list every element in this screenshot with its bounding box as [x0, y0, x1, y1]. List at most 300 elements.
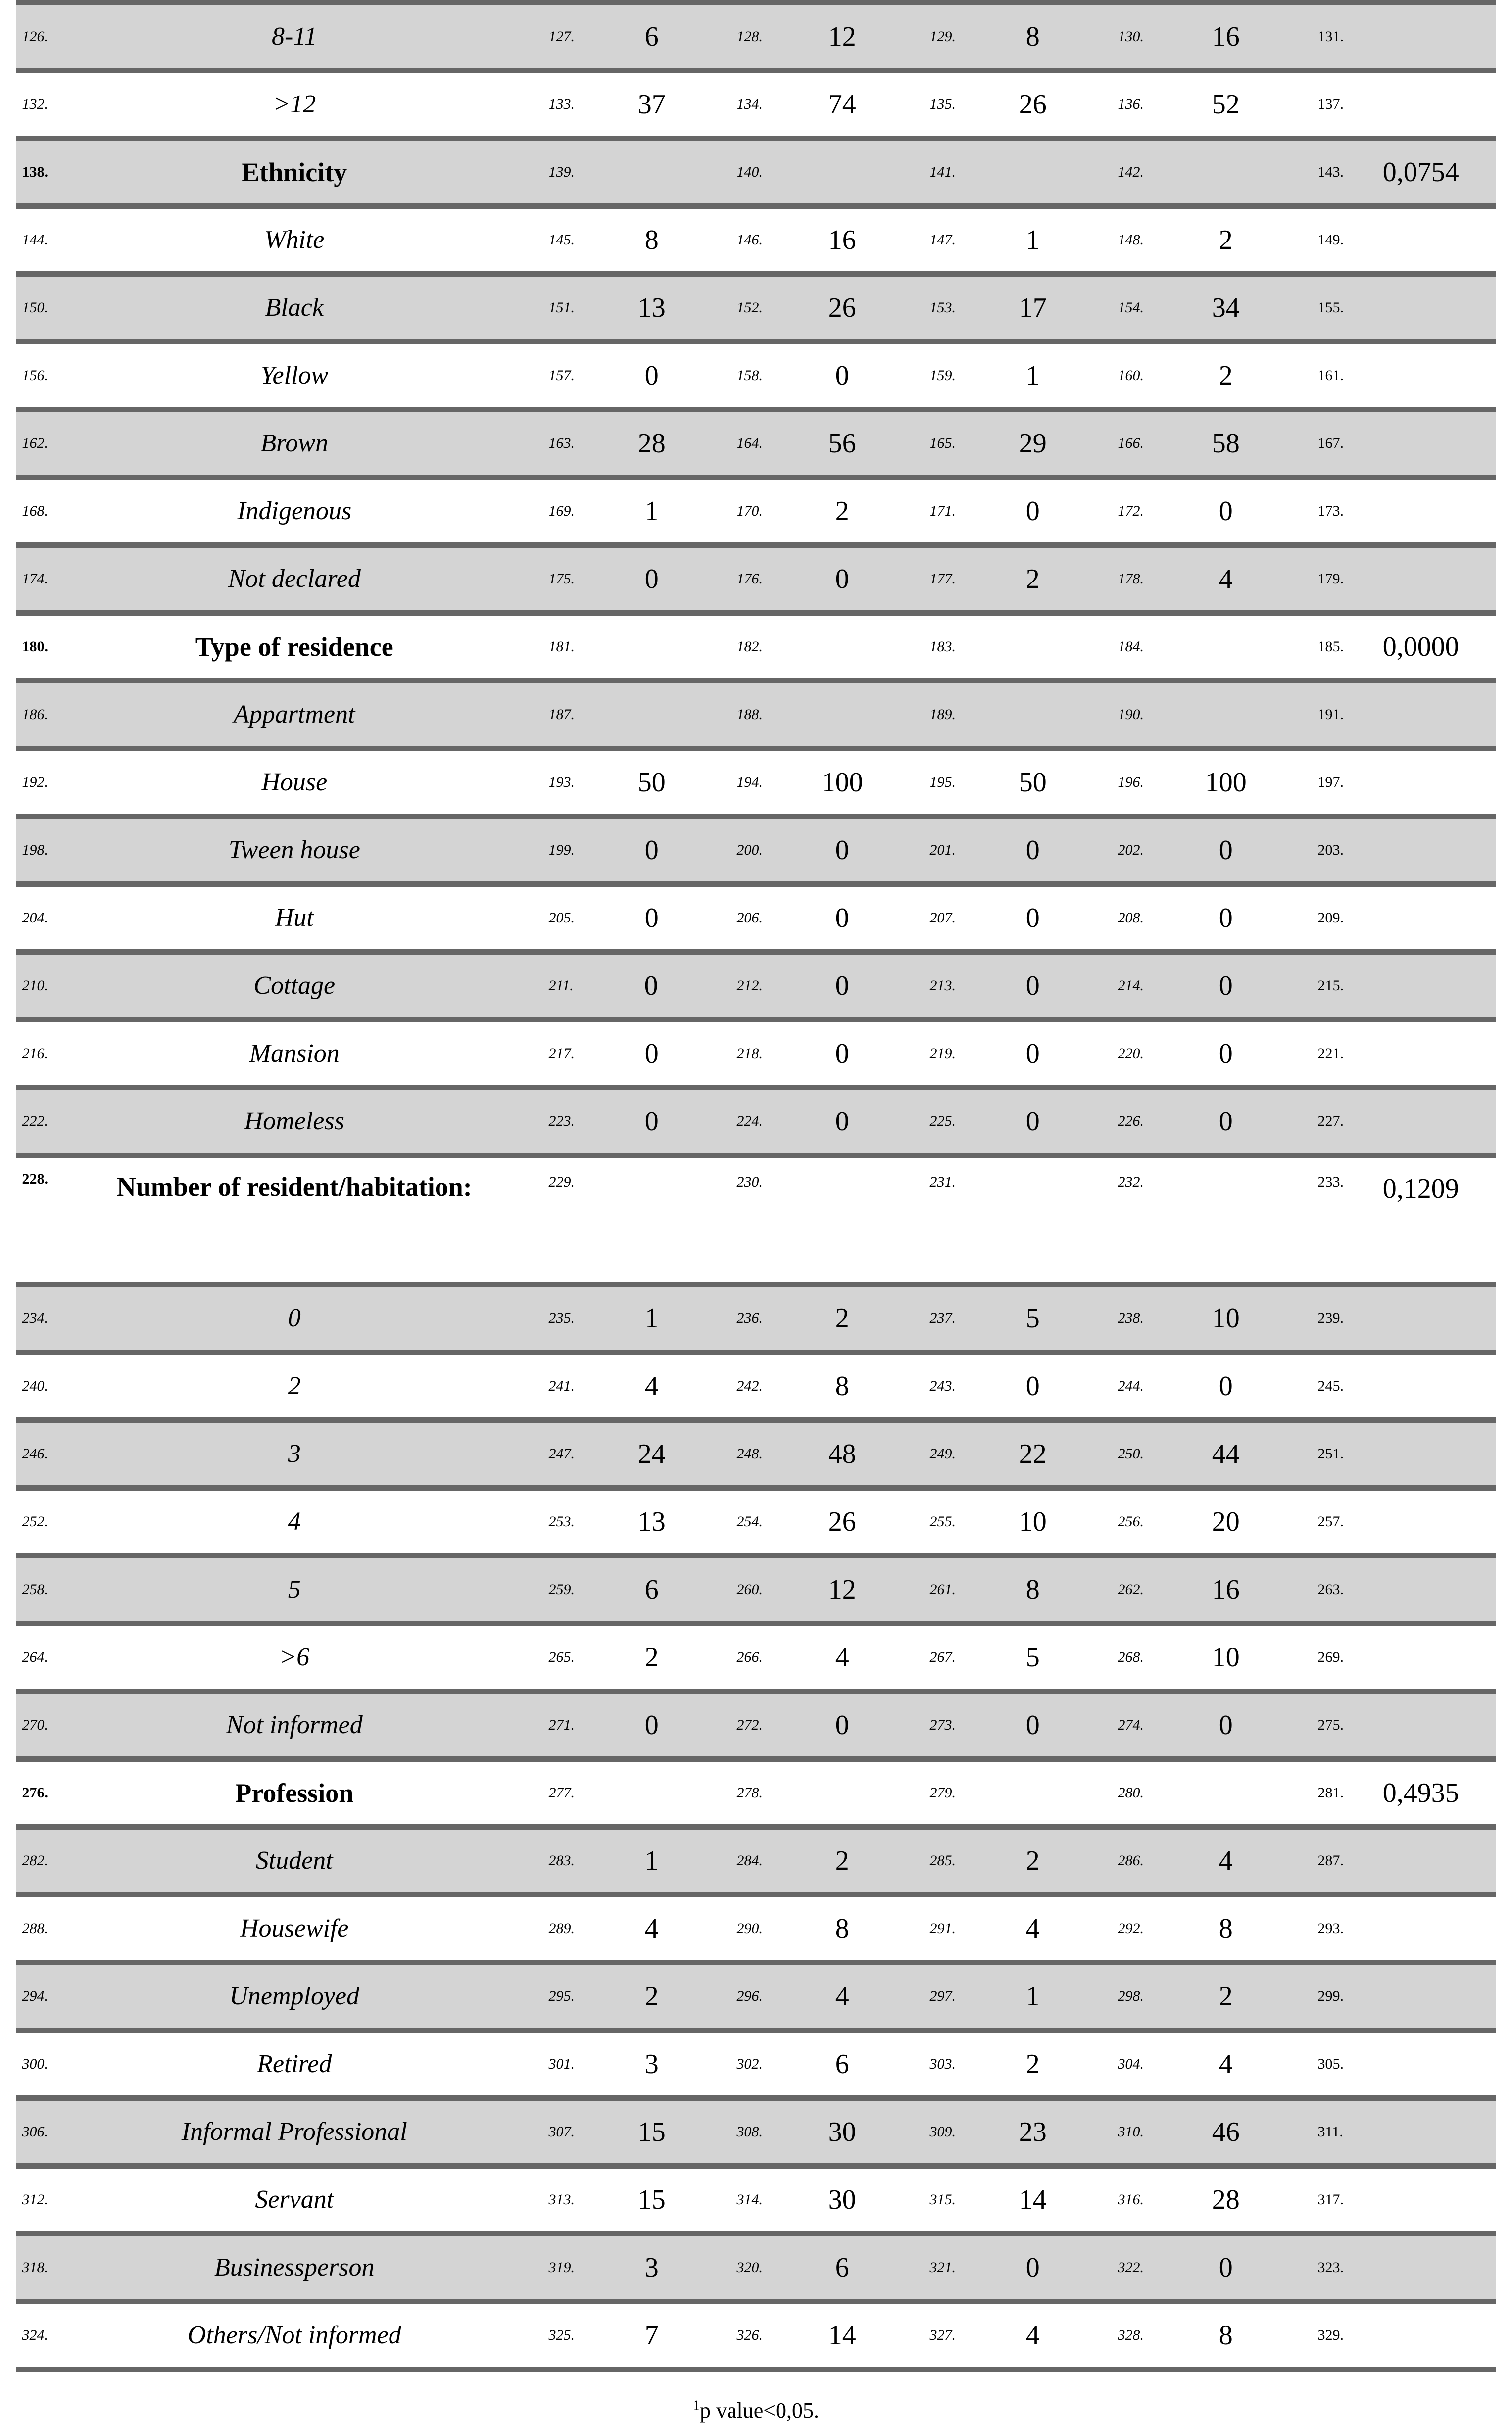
- cell-index-number: 188.: [736, 706, 763, 723]
- cell-content: [922, 2236, 1110, 2299]
- cell-content: [1308, 2101, 1496, 2163]
- row-label-text: [51, 2254, 538, 2281]
- cell-index-number: 208.: [1118, 910, 1144, 926]
- cell-content: [541, 955, 729, 1017]
- cell-content: [1308, 344, 1496, 407]
- value-cell-3: [922, 2101, 1110, 2163]
- cell-index-number: 224.: [736, 1113, 763, 1129]
- row-separator-rule: [16, 949, 1496, 955]
- cell-content: [1110, 1423, 1308, 1485]
- cell-content: [1308, 5, 1496, 68]
- text-glyphs: 34: [1212, 292, 1240, 323]
- cell-content: [729, 2169, 922, 2231]
- cell-index-number: 329.: [1317, 2327, 1344, 2343]
- row-label-cell: [16, 2169, 541, 2231]
- p-value-cell: [1308, 1965, 1496, 2028]
- row-separator-rule-fill: [16, 136, 1496, 141]
- text-glyphs: Indigenous: [237, 496, 352, 525]
- cell-value-text: [1149, 2254, 1303, 2281]
- cell-content: [541, 1626, 729, 1689]
- row-separator-rule-fill: [16, 881, 1496, 887]
- cell-index-number: 328.: [1118, 2327, 1144, 2343]
- cell-index-number: 215.: [1317, 977, 1344, 994]
- row-separator-rule: [16, 0, 1496, 5]
- text-glyphs: 2: [644, 1981, 659, 2012]
- text-glyphs: 0: [835, 1106, 849, 1137]
- cell-index-number: 273.: [929, 1717, 956, 1733]
- p-value-text: [1353, 158, 1489, 186]
- cell-index-number: 205.: [548, 910, 575, 926]
- cell-index-number: 175.: [548, 571, 575, 587]
- value-cell-1: [541, 344, 729, 407]
- cell-content: [541, 548, 729, 610]
- text-glyphs: 15: [637, 2184, 666, 2215]
- row-separator-rule-fill: [16, 1485, 1496, 1491]
- cell-value-text: [580, 2322, 724, 2349]
- cell-content: [16, 819, 541, 881]
- cell-content: [1110, 5, 1308, 68]
- cell-content: [1110, 751, 1308, 814]
- cell-index-number: 230.: [736, 1174, 763, 1190]
- cell-index-number: 184.: [1118, 638, 1144, 655]
- cell-value-text: [580, 1983, 724, 2010]
- cell-index-number: 233.: [1317, 1174, 1344, 1190]
- text-glyphs: 0: [1025, 1038, 1040, 1069]
- cell-index-number: 150.: [22, 299, 48, 316]
- text-glyphs: 3: [644, 2049, 659, 2080]
- cell-value-text: [768, 1915, 917, 1942]
- value-cell-3: [922, 1090, 1110, 1153]
- cell-value-text: [1149, 836, 1303, 864]
- p-value-cell: [1308, 2304, 1496, 2367]
- text-glyphs: 8: [835, 1371, 849, 1402]
- row-separator-rule: [16, 1960, 1496, 1965]
- value-cell-4: [1110, 141, 1308, 203]
- cell-value-text: [961, 1372, 1105, 1400]
- value-cell-4: [1110, 1965, 1308, 2028]
- text-glyphs: 4: [1219, 564, 1233, 594]
- p-value-cell: [1308, 1694, 1496, 1756]
- value-cell-2: [729, 2101, 922, 2163]
- cell-value-text: [768, 1305, 917, 1332]
- text-glyphs: 0: [1219, 835, 1233, 866]
- row-label-text: [51, 1644, 538, 1671]
- cell-index-number: 147.: [929, 232, 956, 248]
- cell-index-number: 189.: [929, 706, 956, 723]
- cell-index-number: 203.: [1317, 842, 1344, 858]
- cell-index-number: 132.: [22, 96, 48, 112]
- text-glyphs: 4: [1219, 1845, 1233, 1876]
- cell-content: [729, 412, 922, 475]
- row-separator-rule: [16, 542, 1496, 548]
- row-separator-rule: [16, 407, 1496, 412]
- p-value-cell: [1308, 2236, 1496, 2299]
- cell-value-text: [1149, 972, 1303, 1000]
- table-row: [16, 1287, 1496, 1350]
- table-row: [16, 2236, 1496, 2299]
- cell-index-number: 295.: [548, 1988, 575, 2004]
- cell-content: [1308, 955, 1496, 1017]
- cell-index-number: 177.: [929, 571, 956, 587]
- value-cell-4: [1110, 2236, 1308, 2299]
- row-label-text: [51, 2322, 538, 2349]
- cell-content: [1110, 277, 1308, 339]
- value-cell-3: [922, 1491, 1110, 1553]
- cell-content: [16, 1158, 541, 1282]
- p-value-cell: [1308, 1287, 1496, 1350]
- value-cell-3: [922, 2169, 1110, 2231]
- cell-value-text: [961, 2050, 1105, 2078]
- text-glyphs: 56: [828, 428, 856, 459]
- cell-index-number: 130.: [1118, 28, 1144, 45]
- cell-index-number: 303.: [929, 2056, 956, 2072]
- cell-index-number: 156.: [22, 367, 48, 384]
- cell-content: [1308, 683, 1496, 746]
- cell-index-number: 297.: [929, 1988, 956, 2004]
- cell-content: [16, 2033, 541, 2095]
- cell-value-text: [1149, 769, 1303, 796]
- cell-content: [729, 1355, 922, 1417]
- cell-content: [729, 616, 922, 678]
- value-cell-4: [1110, 73, 1308, 136]
- cell-index-number: 292.: [1118, 1920, 1144, 1937]
- value-cell-1: [541, 1965, 729, 2028]
- cell-index-number: 260.: [736, 1581, 763, 1598]
- cell-content: [16, 683, 541, 746]
- text-glyphs: Not declared: [228, 564, 361, 593]
- cell-content: [16, 1762, 541, 1824]
- text-glyphs: 17: [1019, 292, 1047, 323]
- cell-content: [729, 819, 922, 881]
- row-label-cell: [16, 1491, 541, 1553]
- text-glyphs: Retired: [257, 2049, 332, 2078]
- text-glyphs: 0,4935: [1382, 1778, 1459, 1808]
- cell-index-number: 179.: [1317, 571, 1344, 587]
- row-label-text: [51, 837, 538, 864]
- cell-content: [922, 1558, 1110, 1621]
- text-glyphs: 2: [644, 1642, 659, 1673]
- cell-content: [1110, 1830, 1308, 1892]
- value-cell-1: [541, 277, 729, 339]
- cell-content: [729, 683, 922, 746]
- text-glyphs: House: [261, 768, 328, 796]
- text-glyphs: 0: [644, 1710, 659, 1741]
- cell-index-number: 135.: [929, 96, 956, 112]
- cell-value-text: [768, 23, 917, 50]
- table-row: [16, 2304, 1496, 2367]
- cell-index-number: 300.: [22, 2056, 48, 2072]
- value-cell-2: [729, 1355, 922, 1417]
- value-cell-3: [922, 1830, 1110, 1892]
- cell-value-text: [1149, 1847, 1303, 1875]
- text-glyphs: Ethnicity: [242, 157, 347, 187]
- text-glyphs: White: [264, 225, 325, 254]
- text-glyphs: 13: [637, 292, 666, 323]
- cell-value-text: [961, 2322, 1105, 2349]
- row-label-text: [51, 1847, 538, 1875]
- table-row: [16, 412, 1496, 475]
- table-row: [16, 1090, 1496, 1153]
- cell-index-number: 145.: [548, 232, 575, 248]
- cell-index-number: 127.: [548, 28, 575, 45]
- text-glyphs: 0: [1025, 496, 1040, 527]
- cell-value-text: [1149, 2118, 1303, 2146]
- cell-content: [729, 2033, 922, 2095]
- row-separator-rule: [16, 271, 1496, 277]
- value-cell-4: [1110, 209, 1308, 271]
- value-cell-2: [729, 1694, 922, 1756]
- cell-value-text: [961, 972, 1105, 1000]
- text-glyphs: 24: [637, 1439, 666, 1469]
- row-label-text: [51, 498, 538, 525]
- cell-content: [1110, 1491, 1308, 1553]
- row-separator-rule-fill: [16, 1689, 1496, 1694]
- table-body: [16, 0, 1496, 2372]
- cell-value-text: [961, 904, 1105, 932]
- row-separator-rule: [16, 136, 1496, 141]
- cell-content: [729, 73, 922, 136]
- cell-value-text: [961, 1711, 1105, 1739]
- value-cell-4: [1110, 1694, 1308, 1756]
- text-glyphs: 8-11: [272, 22, 317, 50]
- cell-value-text: [768, 2118, 917, 2146]
- text-glyphs: 2: [288, 1371, 301, 1400]
- text-glyphs: 30: [828, 2117, 856, 2147]
- cell-content: [541, 2101, 729, 2163]
- row-label-text: [51, 566, 538, 593]
- cell-content: [729, 1287, 922, 1350]
- row-separator-rule-fill: [16, 339, 1496, 344]
- annotated-data-table: [16, 0, 1496, 2372]
- cell-index-number: 181.: [548, 638, 575, 655]
- cell-index-number: 261.: [929, 1581, 956, 1598]
- p-value-cell: [1308, 2169, 1496, 2231]
- cell-content: [1308, 1897, 1496, 1960]
- text-glyphs: 46: [1212, 2117, 1240, 2147]
- text-glyphs: 0: [1219, 1371, 1233, 1402]
- cell-index-number: 151.: [548, 299, 575, 316]
- table-row: [16, 344, 1496, 407]
- cell-index-number: 126.: [22, 28, 48, 45]
- cell-content: [541, 1287, 729, 1350]
- value-cell-3: [922, 1287, 1110, 1350]
- cell-value-text: [768, 430, 917, 457]
- value-cell-1: [541, 2101, 729, 2163]
- text-glyphs: 1: [644, 496, 659, 527]
- cell-index-number: 149.: [1317, 232, 1344, 248]
- p-value-cell: [1308, 344, 1496, 407]
- cell-index-number: 144.: [22, 232, 48, 248]
- cell-content: [729, 548, 922, 610]
- value-cell-3: [922, 1423, 1110, 1485]
- cell-value-text: [768, 1847, 917, 1875]
- table-row: [16, 1830, 1496, 1892]
- cell-index-number: 146.: [736, 232, 763, 248]
- row-separator-rule-fill: [16, 1417, 1496, 1423]
- cell-content: [541, 1897, 729, 1960]
- cell-index-number: 251.: [1317, 1446, 1344, 1462]
- row-separator-rule: [16, 2095, 1496, 2101]
- cell-index-number: 168.: [22, 503, 48, 519]
- text-glyphs: 37: [637, 89, 666, 120]
- table-row: [16, 209, 1496, 271]
- cell-value-text: [1149, 2322, 1303, 2349]
- value-cell-1: [541, 1491, 729, 1553]
- text-glyphs: 4: [644, 1913, 659, 1944]
- cell-index-number: 128.: [736, 28, 763, 45]
- text-glyphs: 6: [835, 2252, 849, 2283]
- cell-content: [922, 819, 1110, 881]
- p-value-cell: [1308, 277, 1496, 339]
- row-separator-rule-fill: [16, 1756, 1496, 1762]
- cell-index-number: 275.: [1317, 1717, 1344, 1733]
- text-glyphs: 26: [1019, 89, 1047, 120]
- row-separator-rule-fill: [16, 2028, 1496, 2033]
- cell-content: [1110, 1090, 1308, 1153]
- cell-content: [1308, 1558, 1496, 1621]
- cell-value-text: [580, 1040, 724, 1067]
- text-glyphs: 1: [1025, 360, 1040, 391]
- cell-content: [1308, 1762, 1496, 1824]
- value-cell-2: [729, 1897, 922, 1960]
- text-glyphs: Black: [265, 293, 324, 322]
- cell-value-text: [768, 2322, 917, 2349]
- cell-content: [541, 2169, 729, 2231]
- cell-index-number: 291.: [929, 1920, 956, 1937]
- cell-index-number: 143.: [1317, 164, 1344, 180]
- cell-index-number: 207.: [929, 910, 956, 926]
- cell-content: [541, 1762, 729, 1824]
- cell-index-number: 279.: [929, 1785, 956, 1801]
- row-separator-rule-fill: [16, 1621, 1496, 1626]
- cell-value-text: [961, 565, 1105, 593]
- text-glyphs: 0: [835, 564, 849, 594]
- cell-value-text: [1149, 1576, 1303, 1603]
- cell-content: [729, 887, 922, 949]
- cell-value-text: [580, 294, 724, 322]
- cell-content: [729, 2101, 922, 2163]
- row-separator-rule-fill: [16, 475, 1496, 480]
- cell-content: [1110, 1965, 1308, 2028]
- cell-content: [1308, 141, 1496, 203]
- cell-content: [16, 73, 541, 136]
- table-row: [16, 2169, 1496, 2231]
- cell-index-number: 285.: [929, 1852, 956, 1869]
- text-glyphs: Tween house: [228, 835, 360, 864]
- text-glyphs: 0: [1025, 835, 1040, 866]
- row-separator-rule: [16, 2299, 1496, 2304]
- text-glyphs: 10: [1212, 1303, 1240, 1334]
- cell-content: [922, 1830, 1110, 1892]
- row-label-text: [51, 701, 538, 728]
- cell-index-number: 264.: [22, 1649, 48, 1665]
- cell-value-text: [961, 362, 1105, 389]
- text-glyphs: >6: [279, 1643, 310, 1671]
- row-separator-rule: [16, 2367, 1496, 2372]
- cell-index-number: 186.: [22, 706, 48, 723]
- table-row: [16, 73, 1496, 136]
- cell-content: [729, 955, 922, 1017]
- row-label-cell: [16, 683, 541, 746]
- cell-index-number: 202.: [1118, 842, 1144, 858]
- cell-index-number: 219.: [929, 1045, 956, 1062]
- value-cell-1: [541, 5, 729, 68]
- row-separator-rule-fill: [16, 1153, 1496, 1158]
- cell-content: [541, 1022, 729, 1085]
- cell-content: [16, 1626, 541, 1689]
- cell-value-text: [961, 23, 1105, 50]
- cell-index-number: 220.: [1118, 1045, 1144, 1062]
- text-glyphs: 22: [1019, 1439, 1047, 1469]
- cell-value-text: [961, 1576, 1105, 1603]
- text-glyphs: 16: [828, 225, 856, 255]
- value-cell-1: [541, 141, 729, 203]
- value-cell-4: [1110, 2169, 1308, 2231]
- cell-content: [541, 1558, 729, 1621]
- text-glyphs: 4: [1025, 2320, 1040, 2351]
- value-cell-2: [729, 955, 922, 1017]
- cell-content: [541, 1355, 729, 1417]
- cell-content: [922, 1158, 1110, 1282]
- text-glyphs: 13: [637, 1506, 666, 1537]
- value-cell-2: [729, 5, 922, 68]
- cell-content: [16, 2169, 541, 2231]
- text-glyphs: 4: [835, 1642, 849, 1673]
- footnote-marker: 1: [692, 2398, 700, 2414]
- cell-value-text: [768, 362, 917, 389]
- row-separator-rule: [16, 1417, 1496, 1423]
- row-separator-rule: [16, 881, 1496, 887]
- cell-content: [922, 73, 1110, 136]
- row-separator-rule: [16, 1282, 1496, 1287]
- value-cell-4: [1110, 1830, 1308, 1892]
- cell-value-text: [768, 91, 917, 118]
- cell-index-number: 320.: [736, 2259, 763, 2276]
- row-label-cell: [16, 1558, 541, 1621]
- value-cell-4: [1110, 683, 1308, 746]
- cell-content: [922, 2169, 1110, 2231]
- cell-content: [1110, 209, 1308, 271]
- value-cell-2: [729, 1158, 922, 1282]
- text-glyphs: 48: [828, 1439, 856, 1469]
- value-cell-1: [541, 1762, 729, 1824]
- text-glyphs: 4: [1025, 1913, 1040, 1944]
- cell-content: [16, 1897, 541, 1960]
- text-glyphs: 8: [1219, 2320, 1233, 2351]
- row-separator-rule-fill: [16, 949, 1496, 955]
- cell-index-number: 270.: [22, 1717, 48, 1733]
- cell-index-number: 191.: [1317, 706, 1344, 723]
- cell-value-text: [768, 1440, 917, 1468]
- value-cell-4: [1110, 548, 1308, 610]
- cell-content: [541, 1090, 729, 1153]
- value-cell-2: [729, 751, 922, 814]
- cell-value-text: [961, 2118, 1105, 2146]
- cell-index-number: 304.: [1118, 2056, 1144, 2072]
- value-cell-1: [541, 2236, 729, 2299]
- row-label-cell: [16, 955, 541, 1017]
- cell-content: [922, 887, 1110, 949]
- row-label-cell: [16, 412, 541, 475]
- row-separator-rule: [16, 1553, 1496, 1558]
- value-cell-4: [1110, 480, 1308, 542]
- cell-content: [541, 412, 729, 475]
- p-value-cell: [1308, 2033, 1496, 2095]
- cell-index-number: 250.: [1118, 1446, 1144, 1462]
- row-label-cell: [16, 1965, 541, 2028]
- value-cell-1: [541, 1355, 729, 1417]
- cell-index-number: 178.: [1118, 571, 1144, 587]
